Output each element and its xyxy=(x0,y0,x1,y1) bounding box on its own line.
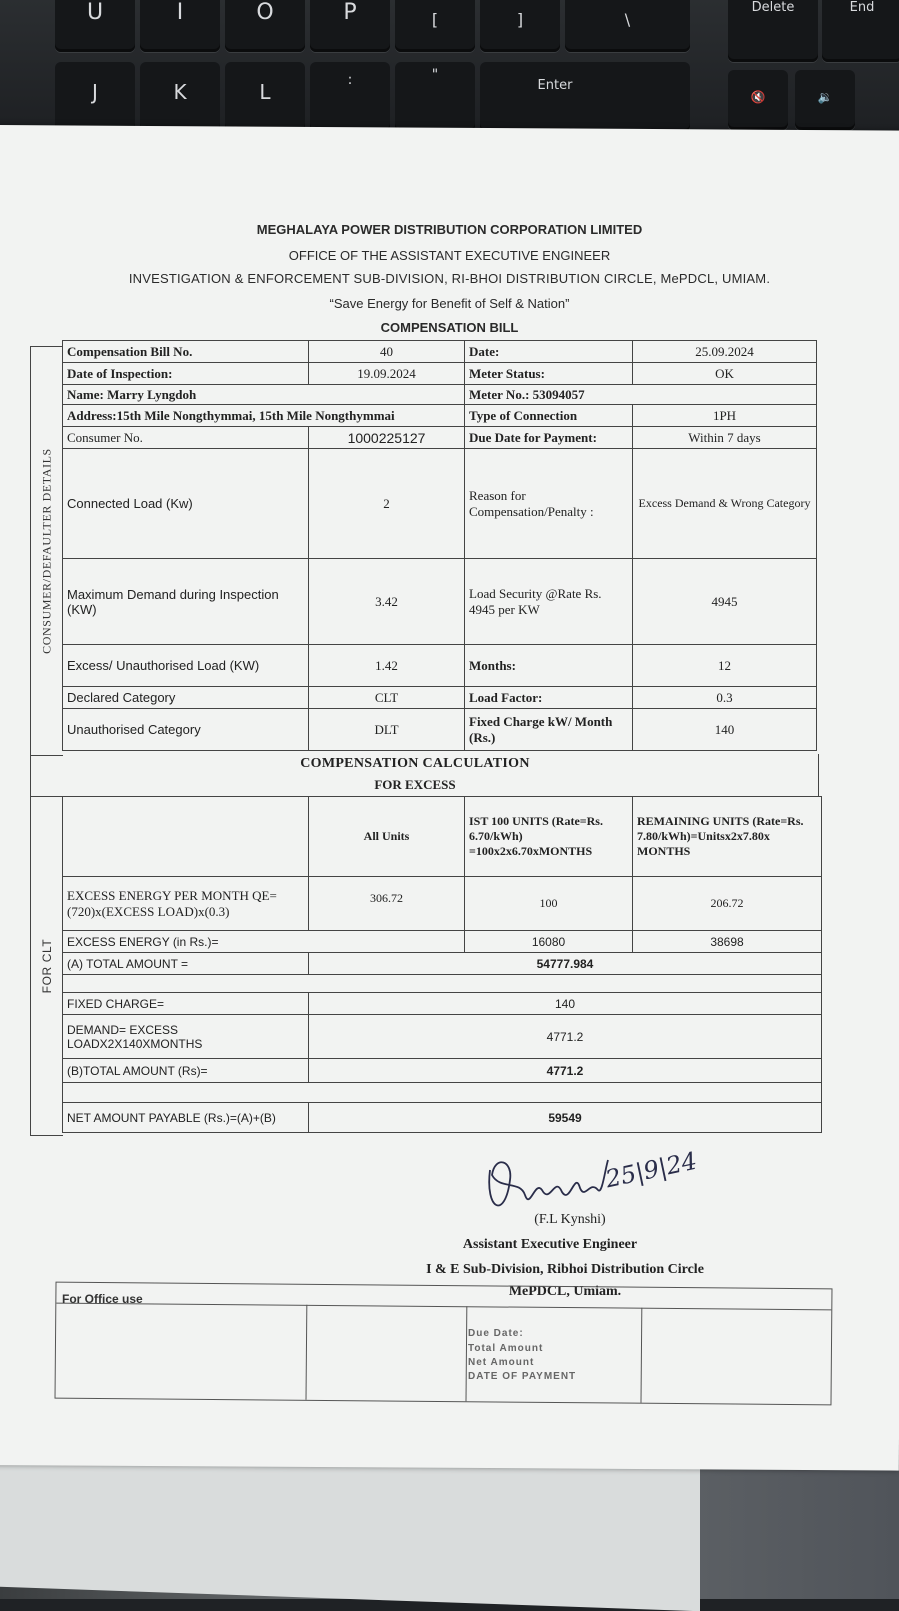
meter-status-value: OK xyxy=(633,363,817,385)
table-row xyxy=(63,1015,822,1059)
months-value: 12 xyxy=(633,645,817,687)
excess-rs-first: 16080 xyxy=(465,931,633,953)
fixed-charge-value: 140 xyxy=(309,993,822,1015)
excess-load-label: Excess/ Unauthorised Load (KW) xyxy=(63,645,309,687)
key-bracket-close: ] xyxy=(480,0,560,52)
table-row xyxy=(63,341,817,363)
office-date-of-payment: DATE OF PAYMENT xyxy=(468,1371,577,1382)
consumer-side-label: CONSUMER/DEFAULTER DETAILS xyxy=(39,448,54,654)
clt-side-panel xyxy=(30,796,63,1136)
volume-icon: 🔉 xyxy=(817,90,833,104)
table-row xyxy=(63,559,817,645)
table-row xyxy=(63,405,817,427)
remaining-units-header: REMAINING UNITS (Rate=Rs. 7.80/kWh)=Unitsx2x7.80x MONTHS xyxy=(633,797,822,877)
connected-load-label: Connected Load (Kw) xyxy=(63,449,309,559)
table-row xyxy=(63,709,817,751)
total-a-value: 54777.984 xyxy=(309,953,822,975)
excess-load-value: 1.42 xyxy=(309,645,465,687)
table-row xyxy=(63,427,817,449)
max-demand-value: 3.42 xyxy=(309,559,465,645)
table-row xyxy=(63,645,817,687)
office-name: OFFICE OF THE ASSISTANT EXECUTIVE ENGINEER xyxy=(288,248,611,263)
table-row xyxy=(63,993,822,1015)
consumer-no-label: Consumer No. xyxy=(63,427,309,449)
office-total-amount: Total Amount xyxy=(468,1343,544,1354)
table-row xyxy=(63,1059,822,1083)
security-label: Load Security @Rate Rs. 4945 per KW xyxy=(465,559,633,645)
table-row xyxy=(63,363,817,385)
key-backslash: \ xyxy=(565,0,690,52)
total-b-label: (B)TOTAL AMOUNT (Rs)= xyxy=(63,1059,309,1083)
excess-energy-first: 100 xyxy=(465,877,633,931)
declared-category-label: Declared Category xyxy=(63,687,309,709)
signer-subdivision: I & E Sub-Division, Ribhoi Distribution Circle xyxy=(426,1262,704,1277)
date-label: Date: xyxy=(465,341,633,363)
table-row xyxy=(63,1103,822,1133)
load-factor-value: 0.3 xyxy=(633,687,817,709)
slogan: “Save Energy for Benefit of Self & Nation” xyxy=(329,296,570,311)
key-enter: Enter xyxy=(480,62,690,132)
meter-status-label: Meter Status: xyxy=(465,363,633,385)
office-net-amount: Net Amount xyxy=(468,1357,535,1368)
unauth-category-value: DLT xyxy=(309,709,465,751)
demand-label: DEMAND= EXCESS LOADX2X140XMONTHS xyxy=(63,1015,309,1059)
key-k: K xyxy=(140,62,220,132)
key-i: I xyxy=(140,0,220,52)
inspection-value: 19.09.2024 xyxy=(309,363,465,385)
mute-icon: 🔇 xyxy=(750,90,766,104)
spacer-row xyxy=(63,1083,822,1103)
key-semicolon: : xyxy=(310,62,390,132)
reason-label: Reason for Compensation/Penalty : xyxy=(465,449,633,559)
calc-subtitle: FOR EXCESS xyxy=(374,777,456,792)
empty-cell xyxy=(63,797,309,877)
consumer-details-table xyxy=(62,340,817,751)
key-p: P xyxy=(310,0,390,52)
signer-place: MePDCL, Umiam. xyxy=(508,1284,622,1299)
table-row xyxy=(63,687,817,709)
first-100-header: IST 100 UNITS (Rate=Rs. 6.70/kWh) =100x2x6.70xMONTHS xyxy=(465,797,633,877)
table-row xyxy=(63,385,817,405)
max-demand-label: Maximum Demand during Inspection (KW) xyxy=(63,559,309,645)
key-u: U xyxy=(55,0,135,52)
reason-value: Excess Demand & Wrong Category xyxy=(633,449,817,559)
excess-rs-rem: 38698 xyxy=(633,931,822,953)
spacer-row xyxy=(63,975,822,993)
net-amount-label: NET AMOUNT PAYABLE (Rs.)=(A)+(B) xyxy=(63,1103,309,1133)
bill-no-label: Compensation Bill No. xyxy=(63,341,309,363)
all-units-header: All Units xyxy=(309,797,465,877)
due-label: Due Date for Payment: xyxy=(465,427,633,449)
connection-label: Type of Connection xyxy=(465,405,633,427)
fixed-charge-label: FIXED CHARGE= xyxy=(63,993,309,1015)
table-row xyxy=(63,975,822,993)
demand-value: 4771.2 xyxy=(309,1015,822,1059)
key-o: O xyxy=(225,0,305,52)
excess-energy-label: EXCESS ENERGY PER MONTH QE=(720)x(EXCESS LOAD)x(0.3) xyxy=(63,877,309,931)
meter-no: Meter No.: 53094057 xyxy=(465,385,817,405)
connected-load-value: 2 xyxy=(309,449,465,559)
excess-energy-rem: 206.72 xyxy=(633,877,822,931)
table-row xyxy=(63,449,817,559)
division-name: INVESTIGATION & ENFORCEMENT SUB-DIVISION, RI-BHOI DISTRIBUTION CIRCLE, MePDCL, UMIAM. xyxy=(128,271,771,286)
key-j: J xyxy=(55,62,135,132)
consumer-no-value: 1000225127 xyxy=(309,427,465,449)
clt-side-label: FOR CLT xyxy=(40,938,54,994)
key-delete: Delete xyxy=(728,0,818,62)
net-amount-value: 59549 xyxy=(309,1103,822,1133)
date-value: 25.09.2024 xyxy=(633,341,817,363)
security-value: 4945 xyxy=(633,559,817,645)
key-end: End xyxy=(822,0,899,62)
excess-energy-all: 306.72 xyxy=(309,877,465,931)
office-use-title: For Office use xyxy=(62,1292,143,1306)
fixed-charge-rate-value: 140 xyxy=(633,709,817,751)
load-factor-label: Load Factor: xyxy=(465,687,633,709)
total-b-value: 4771.2 xyxy=(309,1059,822,1083)
table-row xyxy=(63,931,822,953)
key-bracket-open: [ xyxy=(395,0,475,52)
signature xyxy=(480,1146,720,1220)
connection-value: 1PH xyxy=(633,405,817,427)
company-name: MEGHALAYA POWER DISTRIBUTION CORPORATION LIMITED xyxy=(256,222,643,237)
excess-rs-label: EXCESS ENERGY (in Rs.)= xyxy=(63,931,465,953)
key-volume xyxy=(795,70,855,130)
office-due-date: Due Date: xyxy=(468,1328,524,1339)
total-a-label: (A) TOTAL AMOUNT = xyxy=(63,953,309,975)
fixed-charge-rate-label: Fixed Charge kW/ Month (Rs.) xyxy=(465,709,633,751)
bill-no-value: 40 xyxy=(309,341,465,363)
address: Address:15th Mile Nongthymmai, 15th Mile Nongthymmai xyxy=(63,405,465,427)
unauth-category-label: Unauthorised Category xyxy=(63,709,309,751)
due-value: Within 7 days xyxy=(633,427,817,449)
key-l: L xyxy=(225,62,305,132)
key-mute xyxy=(728,70,788,130)
table-row xyxy=(63,797,822,877)
signer-name: (F.L Kynshi) xyxy=(534,1212,606,1227)
declared-category-value: CLT xyxy=(309,687,465,709)
consumer-name: Name: Marry Lyngdoh xyxy=(63,385,465,405)
consumer-side-panel xyxy=(30,346,63,756)
table-row xyxy=(63,953,822,975)
table-row xyxy=(63,877,822,931)
signature-date: 25|9|24 xyxy=(603,1146,700,1194)
signer-title: Assistant Executive Engineer xyxy=(462,1237,638,1252)
months-label: Months: xyxy=(465,645,633,687)
bill-title: COMPENSATION BILL xyxy=(380,320,519,335)
office-use-box xyxy=(55,1282,833,1406)
key-quote: " xyxy=(395,62,475,132)
calc-title: COMPENSATION CALCULATION xyxy=(300,756,530,771)
calculation-table xyxy=(62,796,822,1133)
table-row xyxy=(63,1083,822,1103)
inspection-label: Date of Inspection: xyxy=(63,363,309,385)
